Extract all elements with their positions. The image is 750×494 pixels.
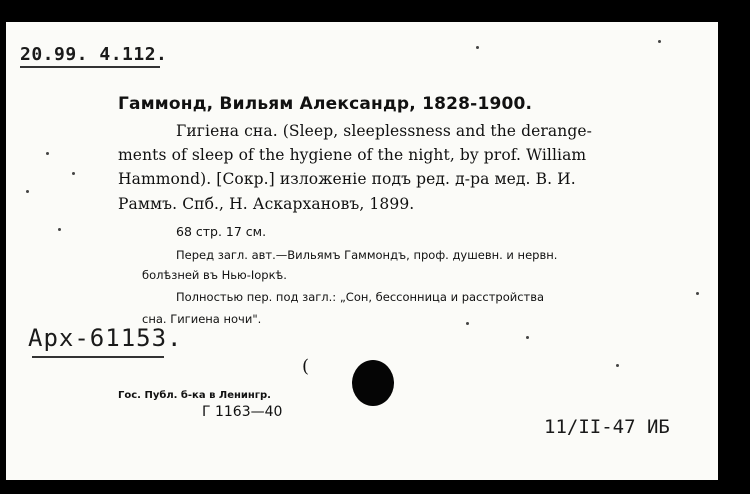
physical-description: 68 стр. 17 см. xyxy=(176,224,267,239)
accession-number: Арх-61153. xyxy=(28,324,183,352)
author-heading: Гаммонд, Вильям Александр, 1828-1900. xyxy=(118,94,533,114)
title-line-3: Hammond). [Сокр.] изложеніе подъ ред. д-ра мед. В. И. xyxy=(118,170,576,188)
speckle xyxy=(26,190,29,193)
note-title-line-1: Полностью пер. под загл.: „Сон, бессонница и расстройства xyxy=(176,290,545,304)
speckle xyxy=(526,336,529,339)
catalog-card xyxy=(6,22,718,480)
speckle xyxy=(658,40,661,43)
title-line-1: Гигіена сна. (Sleep, sleeplessness and the derange- xyxy=(176,122,592,140)
punch-hole xyxy=(352,360,394,406)
accession-underline xyxy=(32,356,164,358)
speckle xyxy=(466,322,469,325)
parenthesis-mark: ( xyxy=(302,356,310,377)
library-stamp: Гос. Публ. б-ка в Ленингр. xyxy=(118,390,271,401)
note-author-line-2: болѣзней въ Нью-Іоркѣ. xyxy=(142,268,287,282)
title-line-2: ments of sleep of the hygiene of the night, by prof. William xyxy=(118,146,587,164)
speckle xyxy=(72,172,75,175)
speckle xyxy=(58,228,61,231)
speckle xyxy=(696,292,699,295)
note-author-line-1: Перед загл. авт.—Вильямъ Гаммондъ, проф. душевн. и нервн. xyxy=(176,248,558,262)
note-title-line-2: сна. Гигиена ночи". xyxy=(142,312,262,326)
handwritten-date: 11/II-47 ИБ xyxy=(544,416,670,438)
shelfmark-underline xyxy=(20,66,160,68)
imprint-line: Раммъ. Спб., Н. Аскархановъ, 1899. xyxy=(118,195,415,213)
shelfmark: 20.99. 4.112. xyxy=(20,44,168,65)
speckle xyxy=(616,364,619,367)
stamp-number: Г 1163—40 xyxy=(202,404,283,420)
speckle xyxy=(476,46,479,49)
speckle xyxy=(46,152,49,155)
